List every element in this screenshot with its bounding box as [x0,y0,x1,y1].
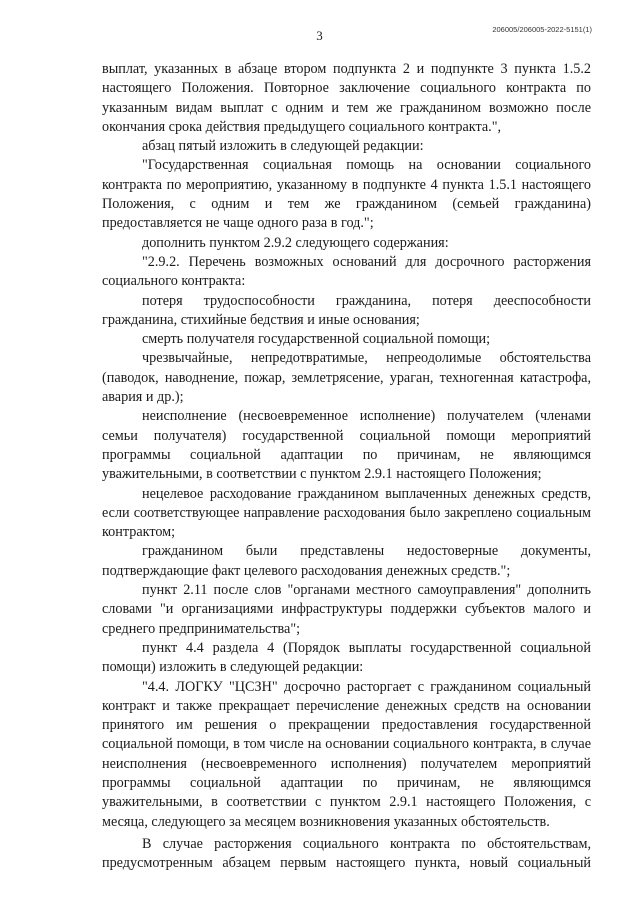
paragraph: пункт 4.4 раздела 4 (Порядок выплаты государственной социальной помощи) изложить в следующей редакции: [102,639,591,676]
paragraph: смерть получателя государственной социальной помощи; [142,331,491,348]
paragraph: пункт 2.11 после слов "органами местного самоуправления" дополнить словами "и организациями инфраструктуры поддержки субъектов малого и среднего предпринимательства"; [102,582,591,637]
page-number: 3 [316,28,323,43]
paragraph: нецелевое расходование гражданином выплаченных денежных средств, если соответствующее направление расходования было закреплено социальным контрактом; [102,485,591,541]
paragraph: "4.4. ЛОГКУ "ЦСЗН" досрочно расторгает с гражданином социальный контракт и также прекращает перечисление денежных средств на основании принятого им решения о прекращении предоставления государственной социальной помощи, в том числе на основании социального контракта, в случае неисполнения (несвоевременного исполнения) получателем мероприятий программы социальной адаптации по причинам, не являющимся уважительными, в соответствии с пунктом 2.9.1 настоящего Положения, с месяца, следующего за месяцем возникновения указанных обстоятельств. [102,678,591,830]
paragraph: дополнить пунктом 2.9.2 следующего содержания: [142,234,449,251]
paragraph: неисполнение (несвоевременное исполнение) получателем (членами семьи получателя) государственной социальной помощи мероприятий программы социальной адаптации по причинам, не являющимся уважительными, в соответствии с пунктом 2.9.1 настоящего Положения; [102,408,591,483]
paragraph: выплат, указанных в абзаце втором подпункта 2 и подпункте 3 пункта 1.5.2 настоящего Положения. Повторное заключение социального контракта по указанным видам выплат с одним и тем же гражданином возможно после окончания срока действия предыдущего социального контракта.", [102,61,591,135]
document-id: 206005/206005-2022-5151(1) [492,25,592,34]
paragraph: гражданином были представлены недостоверные документы, подтверждающие факт целевого расходования денежных средств."; [102,543,591,579]
paragraph: В случае расторжения социального контракта по обстоятельствам, предусмотренным абзацем первым настоящего пункта, новый социальный [102,835,591,872]
document-body [102,60,591,873]
paragraph: чрезвычайные, непредотвратимые, непреодолимые обстоятельства (паводок, наводнение, пожар, землетрясение, ураган, техногенная катастрофа, авария и др.); [102,350,591,406]
paragraph: "Государственная социальная помощь на основании социального контракта по мероприятию, указанному в подпункте 4 пункта 1.5.1 настоящего Положения, с одним и тем же гражданином (семьей гражданина) предоставляется не чаще одного раза в год."; [102,157,591,232]
paragraph: абзац пятый изложить в следующей редакции: [142,138,424,155]
paragraph: "2.9.2. Перечень возможных оснований для досрочного расторжения социального контракта: [102,253,591,290]
paragraph: потеря трудоспособности гражданина, потеря дееспособности гражданина, стихийные бедствия и иные основания; [102,292,591,328]
